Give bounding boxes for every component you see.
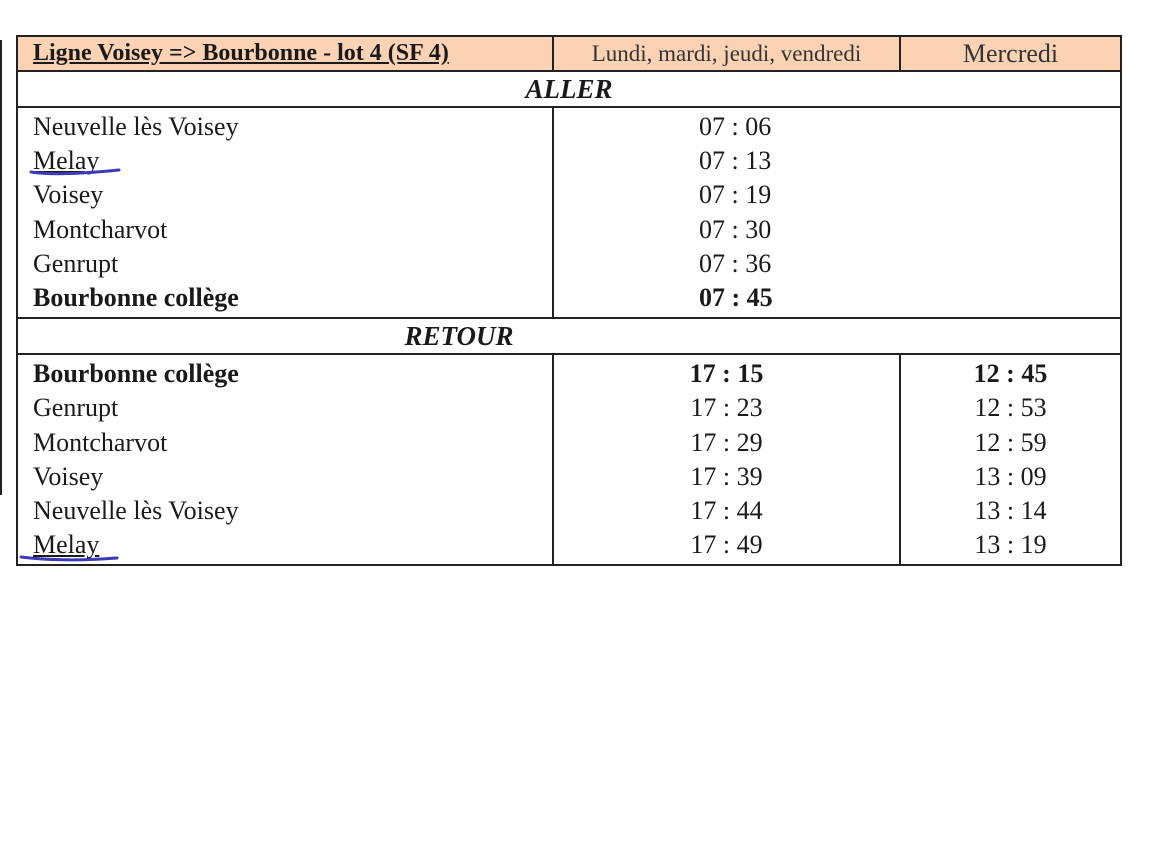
stop-name: Genrupt [33,393,119,423]
stop-name: Melay [33,530,100,560]
wednesday-time: 12 : 53 [974,393,1047,423]
weekday-time: 17 : 44 [690,495,763,525]
weekdays-column-header: Lundi, mardi, jeudi, vendredi [553,36,900,71]
weekday-time: 17 : 29 [690,427,763,457]
stop-name: Melay [33,146,100,176]
retour-weekday-times [553,354,900,565]
stop-name-melay [18,144,552,178]
stop-name: Neuvelle lès Voisey [33,495,239,525]
departure-time: 07 : 19 [699,180,772,210]
wednesday-time: 13 : 09 [974,461,1047,491]
stop-name: Genrupt [33,248,119,278]
weekday-time: 17 : 39 [690,461,763,491]
departure-time: 07 : 45 [699,282,773,312]
aller-times [553,107,1121,318]
retour-group [17,354,1121,565]
wednesday-time: 13 : 14 [974,495,1047,525]
left-margin-rule [0,40,2,495]
wednesday-column-header: Mercredi [900,36,1121,71]
departure-time: 07 : 06 [699,112,772,141]
wednesday-time: 12 : 45 [973,359,1048,389]
pen-underline-mark [29,166,121,176]
aller-section-row [17,71,1121,107]
line-title: Ligne Voisey => Bourbonne - lot 4 (SF 4) [17,36,553,71]
stop-name-melay [18,528,552,562]
pen-underline-mark [19,552,119,562]
wednesday-time: 12 : 59 [974,427,1047,457]
stop-name: Neuvelle lès Voisey [33,112,239,141]
stop-name: Bourbonne collège [33,282,239,312]
wednesday-time: 13 : 19 [974,530,1047,560]
weekday-time: 17 : 49 [690,530,763,560]
departure-time: 07 : 13 [699,146,772,176]
header-row [17,36,1121,71]
stop-name: Voisey [33,461,104,491]
stop-name: Voisey [33,180,104,210]
weekday-time: 17 : 23 [690,393,763,423]
stop-name: Montcharvot [33,214,168,244]
retour-section-row [17,318,1121,354]
retour-wednesday-times [900,354,1121,565]
retour-stops [17,354,553,565]
weekday-time: 17 : 15 [689,359,764,389]
aller-label: ALLER [17,71,1121,107]
stop-name: Montcharvot [33,427,168,457]
departure-time: 07 : 30 [699,214,772,244]
retour-label: RETOUR [17,318,900,354]
aller-group [17,107,1121,318]
aller-stops [17,107,553,318]
bus-timetable [16,35,1122,566]
stop-name: Bourbonne collège [33,359,239,389]
departure-time: 07 : 36 [699,248,772,278]
